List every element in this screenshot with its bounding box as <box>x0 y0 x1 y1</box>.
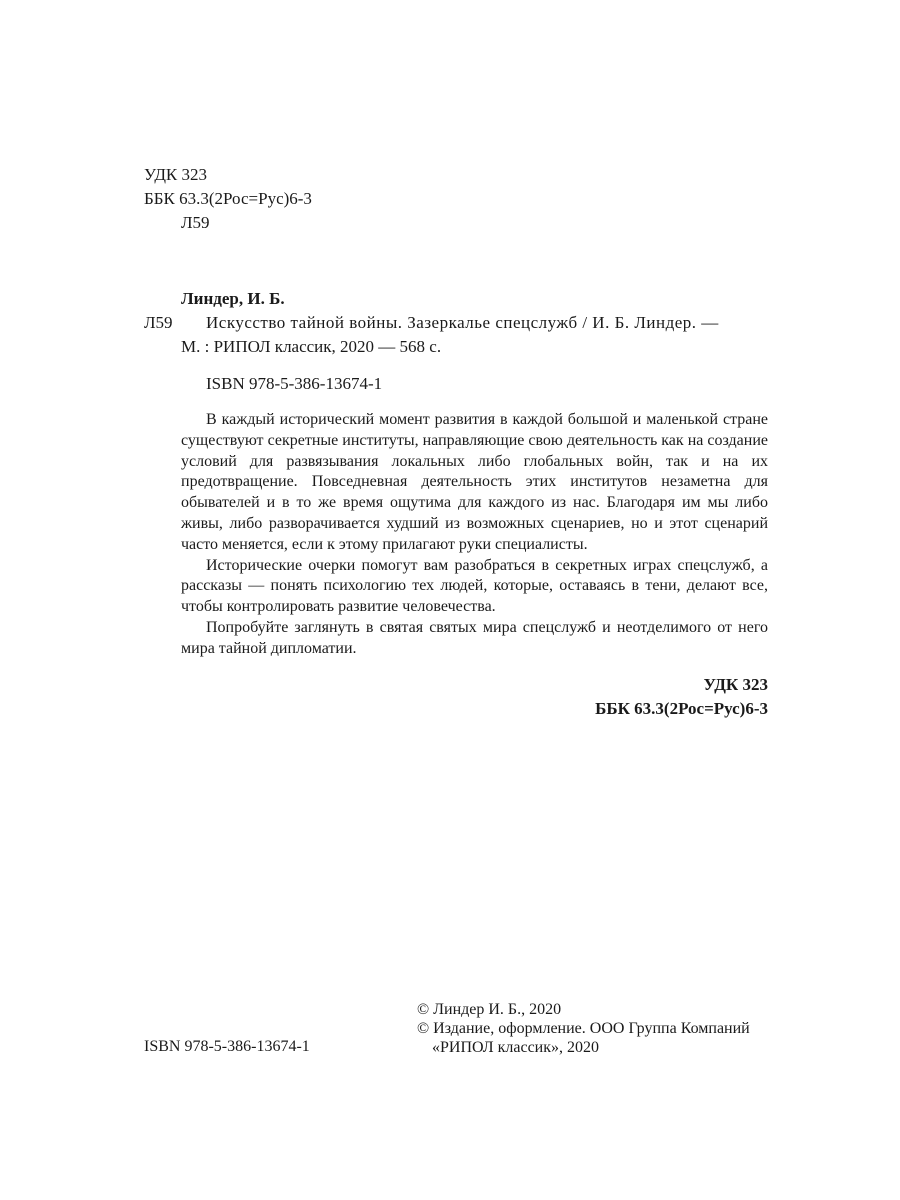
author-sign: Л59 <box>181 213 210 232</box>
title-line-1: Искусство тайной войны. Зазеркалье спецслужб / И. Б. Линдер. — <box>206 313 719 332</box>
title-line-2: М. : РИПОЛ классик, 2020 — 568 с. <box>181 337 442 356</box>
bbk-code-right: ББК 63.3(2Рос=Рус)6-3 <box>595 699 768 718</box>
udk-code-right: УДК 323 <box>703 675 768 694</box>
annotation-paragraph: В каждый исторический момент развития в каждой большой и маленькой стране существуют секретные институты, направляющие свою деятельность как на создание условий для развязывания локальных либо глобальных войн, так и на их предотвращение. Повседневная деятельность этих институтов незаметна для обывателей и в то же время ощутима для каждого из нас. Благодаря им мы либо живы, либо разворачивается худший из возможных сценариев, но и этот сценарий часто меняется, если к этому прилагают руки специалисты. <box>181 411 768 553</box>
bbk-code: ББК 63.3(2Рос=Рус)6-3 <box>144 189 312 208</box>
annotation-paragraph: Исторические очерки помогут вам разобраться в секретных играх спецслужб, а рассказы — понять психологию тех людей, которые, оставаясь в тени, делают все, чтобы контролировать развитие человечества. <box>181 556 768 616</box>
udk-code: УДК 323 <box>144 165 208 184</box>
isbn-footer: ISBN 978-5-386-13674-1 <box>144 1038 310 1055</box>
isbn-record: ISBN 978-5-386-13674-1 <box>206 374 383 393</box>
copyright-publisher-name: «РИПОЛ классик», 2020 <box>432 1039 600 1056</box>
annotation-paragraph: Попробуйте заглянуть в святая святых мира спецслужб и неотделимого от него мира тайной дипломатии. <box>181 618 768 657</box>
author-sign-left: Л59 <box>144 313 173 332</box>
copyright-author: © Линдер И. Б., 2020 <box>417 1001 562 1018</box>
author-heading: Линдер, И. Б. <box>181 289 285 308</box>
annotation <box>181 410 768 660</box>
copyright-publisher: © Издание, оформление. ООО Группа Компаний <box>417 1020 750 1037</box>
